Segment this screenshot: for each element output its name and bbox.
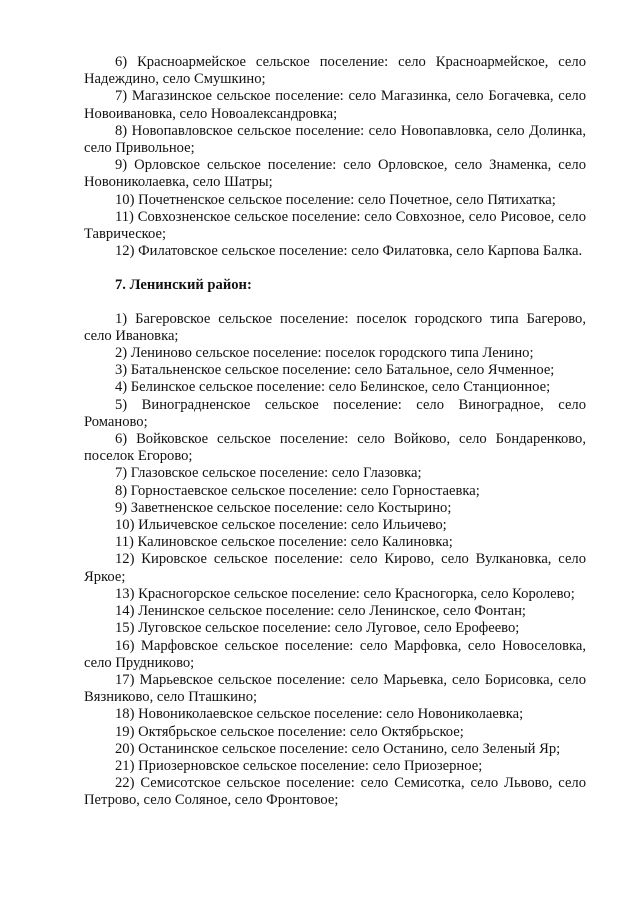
list-item: 15) Луговское сельское поселение: село Луговое, село Ерофеево;	[115, 620, 520, 637]
list-item: 6) Войковское сельское поселение: село Войково, село Бондаренково, поселок Егорово;	[84, 431, 586, 465]
list-item: 3) Батальненское сельское поселение: село Батальное, село Ячменное;	[115, 362, 555, 379]
list-item: 10) Ильичевское сельское поселение: село Ильичево;	[115, 517, 447, 534]
list-item: 11) Калиновское сельское поселение: село Калиновка;	[115, 534, 453, 551]
list-item: 18) Новониколаевское сельское поселение: село Новониколаевка;	[115, 706, 524, 723]
list-item: 8) Новопавловское сельское поселение: село Новопавловка, село Долинка, село Привольное;	[84, 122, 586, 157]
list-item: 9) Заветненское сельское поселение: село Костырино;	[115, 499, 452, 516]
list-item: 11) Совхозненское сельское поселение: село Совхозное, село Рисовое, село Таврическое;	[84, 208, 586, 243]
list-leninsky-district	[84, 311, 586, 810]
list-item: 7) Глазовское сельское поселение: село Глазовка;	[115, 465, 422, 482]
list-item: 20) Останинское сельское поселение: село Останино, село Зеленый Яр;	[115, 740, 561, 757]
document-page	[84, 54, 586, 810]
list-item: 1) Багеровское сельское поселение: поселок городского типа Багерово, село Ивановка;	[84, 310, 586, 344]
list-item: 9) Орловское сельское поселение: село Орловское, село Знаменка, село Новониколаевка, село Шатры;	[84, 157, 586, 191]
list-item: 22) Семисотское сельское поселение: село Семисотка, село Львово, село Петрово, село Соляное, село Фронтовое;	[84, 775, 586, 809]
list-item: 4) Белинское сельское поселение: село Белинское, село Станционное;	[115, 379, 551, 396]
list-item: 2) Лениново сельское поселение: поселок городского типа Ленино;	[115, 345, 534, 362]
list-item: 8) Горностаевское сельское поселение: село Горностаевка;	[115, 482, 480, 499]
list-item: 7) Магазинское сельское поселение: село Магазинка, село Богачевка, село Новоивановка, село Новоалександровка;	[84, 88, 586, 122]
section-heading: 7. Ленинский район:	[115, 277, 252, 294]
list-item: 14) Ленинское сельское поселение: село Ленинское, село Фонтан;	[115, 603, 526, 620]
list-item: 5) Виноградненское сельское поселение: село Виноградное, село Романово;	[84, 396, 586, 430]
list-item: 16) Марфовское сельское поселение: село Марфовка, село Новоселовка, село Прудниково;	[84, 637, 586, 671]
list-item: 21) Приозерновское сельское поселение: село Приозерное;	[115, 757, 483, 774]
list-district-6-continued	[84, 54, 586, 260]
list-item: 10) Почетненское сельское поселение: село Почетное, село Пятихатка;	[115, 191, 556, 208]
list-item: 19) Октябрьское сельское поселение: село Октябрьское;	[115, 723, 464, 740]
list-item: 17) Марьевское сельское поселение: село Марьевка, село Борисовка, село Вязниково, село Пташкино;	[84, 671, 586, 706]
list-item: 6) Красноармейское сельское поселение: село Красноармейское, село Надеждино, село Смушкино;	[84, 54, 586, 88]
list-item: 12) Кировское сельское поселение: село Кирово, село Вулкановка, село Яркое;	[84, 551, 586, 585]
list-item: 12) Филатовское сельское поселение: село Филатовка, село Карпова Балка.	[115, 243, 583, 260]
list-item: 13) Красногорское сельское поселение: село Красногорка, село Королево;	[115, 585, 575, 602]
